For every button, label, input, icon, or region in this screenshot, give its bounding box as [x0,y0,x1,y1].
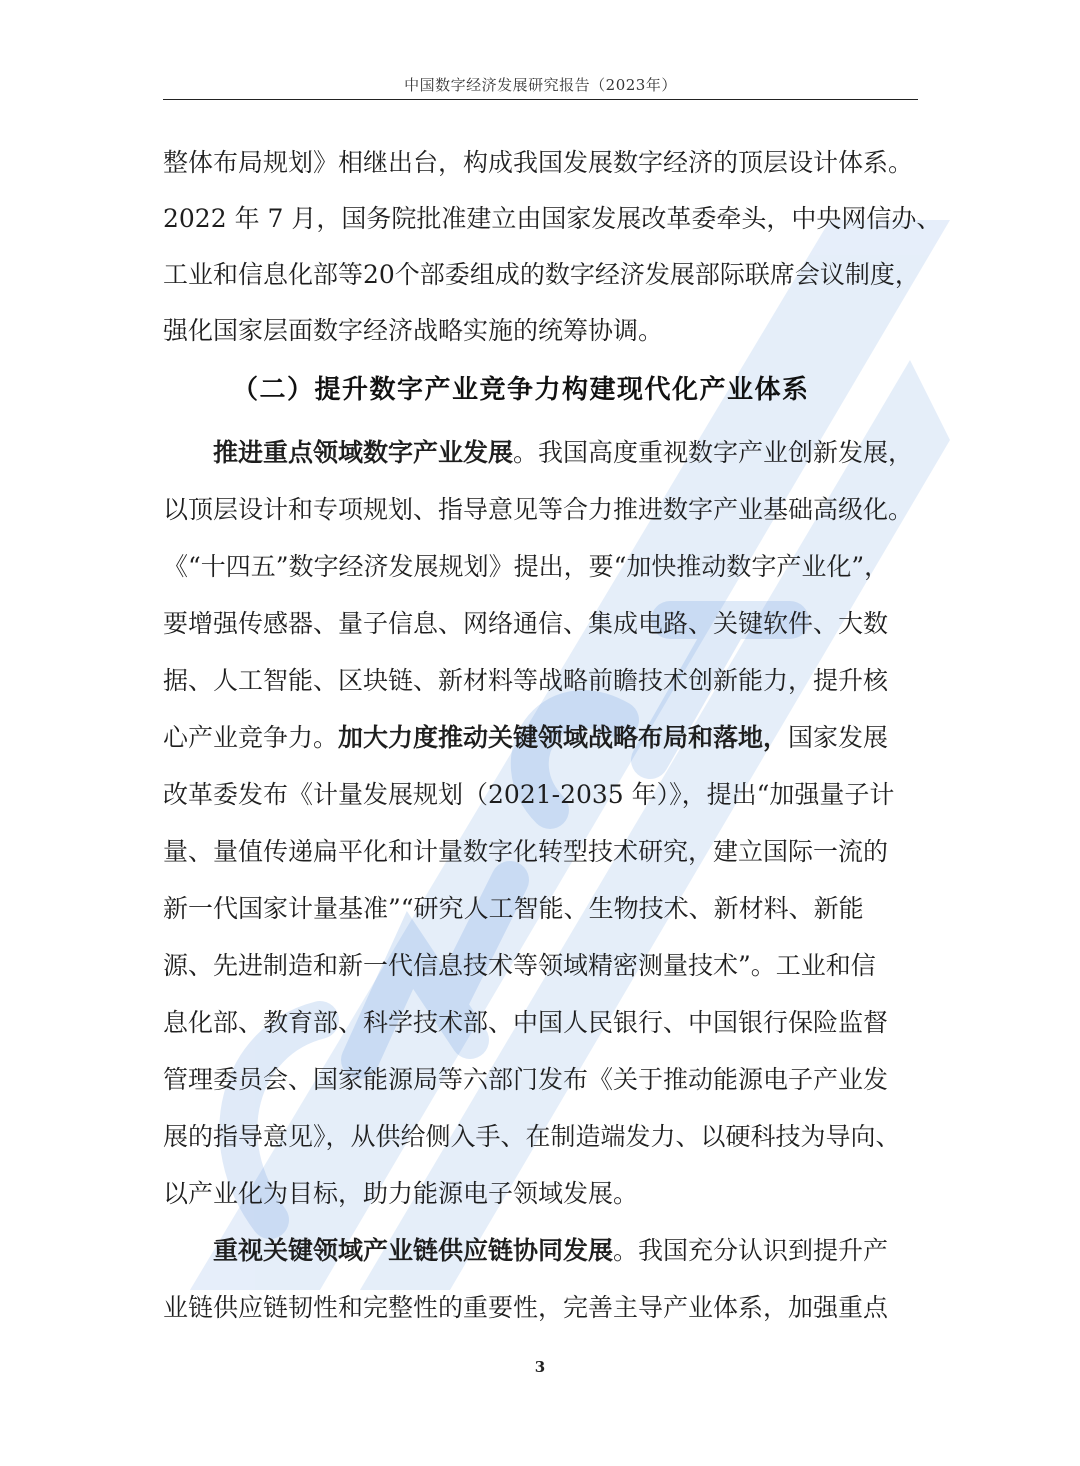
body-line: 以产业化为目标，助力能源电子领域发展。 [163,1179,639,1208]
body-line: 新一代国家计量基准”“研究人工智能、生物技术、新材料、新能 [163,894,864,923]
body-line: 管理委员会、国家能源局等六部门发布《关于推动能源电子产业发 [163,1065,889,1094]
body-line: 工业和信息化部等20个部委组成的数字经济发展部际联席会议制度， [163,260,920,289]
section-heading: （二）提升数字产业竞争力构建现代化产业体系 [232,375,810,405]
body-line [213,437,913,469]
line-text: 心产业竞争力。 [163,723,339,752]
header-rule [163,99,918,100]
body-line: 量、量值传递扁平化和计量数字化转型技术研究，建立国际一流的 [163,837,889,866]
page-number: 3 [534,1358,546,1376]
inline-bold-phrase: 加大力度推动关键领域战略布局和落地， [338,723,789,752]
body-line [213,1235,888,1267]
body-line: 2022 年 7 月，国务院批准建立由国家发展改革委牵头，中央网信办、 [163,204,942,233]
body-line: 业链供应链韧性和完整性的重要性，完善主导产业体系，加强重点 [163,1293,889,1322]
body-line: 《“十四五”数字经济发展规划》提出，要“加快推动数字产业化”， [163,552,890,581]
body-line [163,722,888,754]
body-line: 据、人工智能、区块链、新材料等战略前瞻技术创新能力，提升核 [163,666,889,695]
paragraph-lead-bold: 推进重点领域数字产业发展 [213,438,514,467]
running-header: 中国数字经济发展研究报告（2023年） [404,76,677,94]
body-line: 源、先进制造和新一代信息技术等领域精密测量技术”。工业和信 [163,951,876,980]
body-line: 改革委发布《计量发展规划（2021-2035 年）》，提出“加强量子计 [163,780,895,809]
body-line: 强化国家层面数字经济战略实施的统筹协调。 [163,316,664,345]
paragraph-lead-bold: 重视关键领域产业链供应链协同发展 [213,1236,614,1265]
line-text: 国家发展 [788,723,889,752]
body-line: 以顶层设计和专项规划、指导意见等合力推进数字产业基础高级化。 [163,495,914,524]
body-line: 要增强传感器、量子信息、网络通信、集成电路、关键软件、大数 [163,609,889,638]
line-text: 。我国高度重视数字产业创新发展， [513,438,914,467]
body-line: 整体布局规划》相继出台，构成我国发展数字经济的顶层设计体系。 [163,148,914,177]
body-line: 展的指导意见》，从供给侧入手、在制造端发力、以硬科技为导向、 [163,1122,901,1151]
body-line: 息化部、教育部、科学技术部、中国人民银行、中国银行保险监督 [163,1008,889,1037]
line-text: 。我国充分认识到提升产 [613,1236,889,1265]
